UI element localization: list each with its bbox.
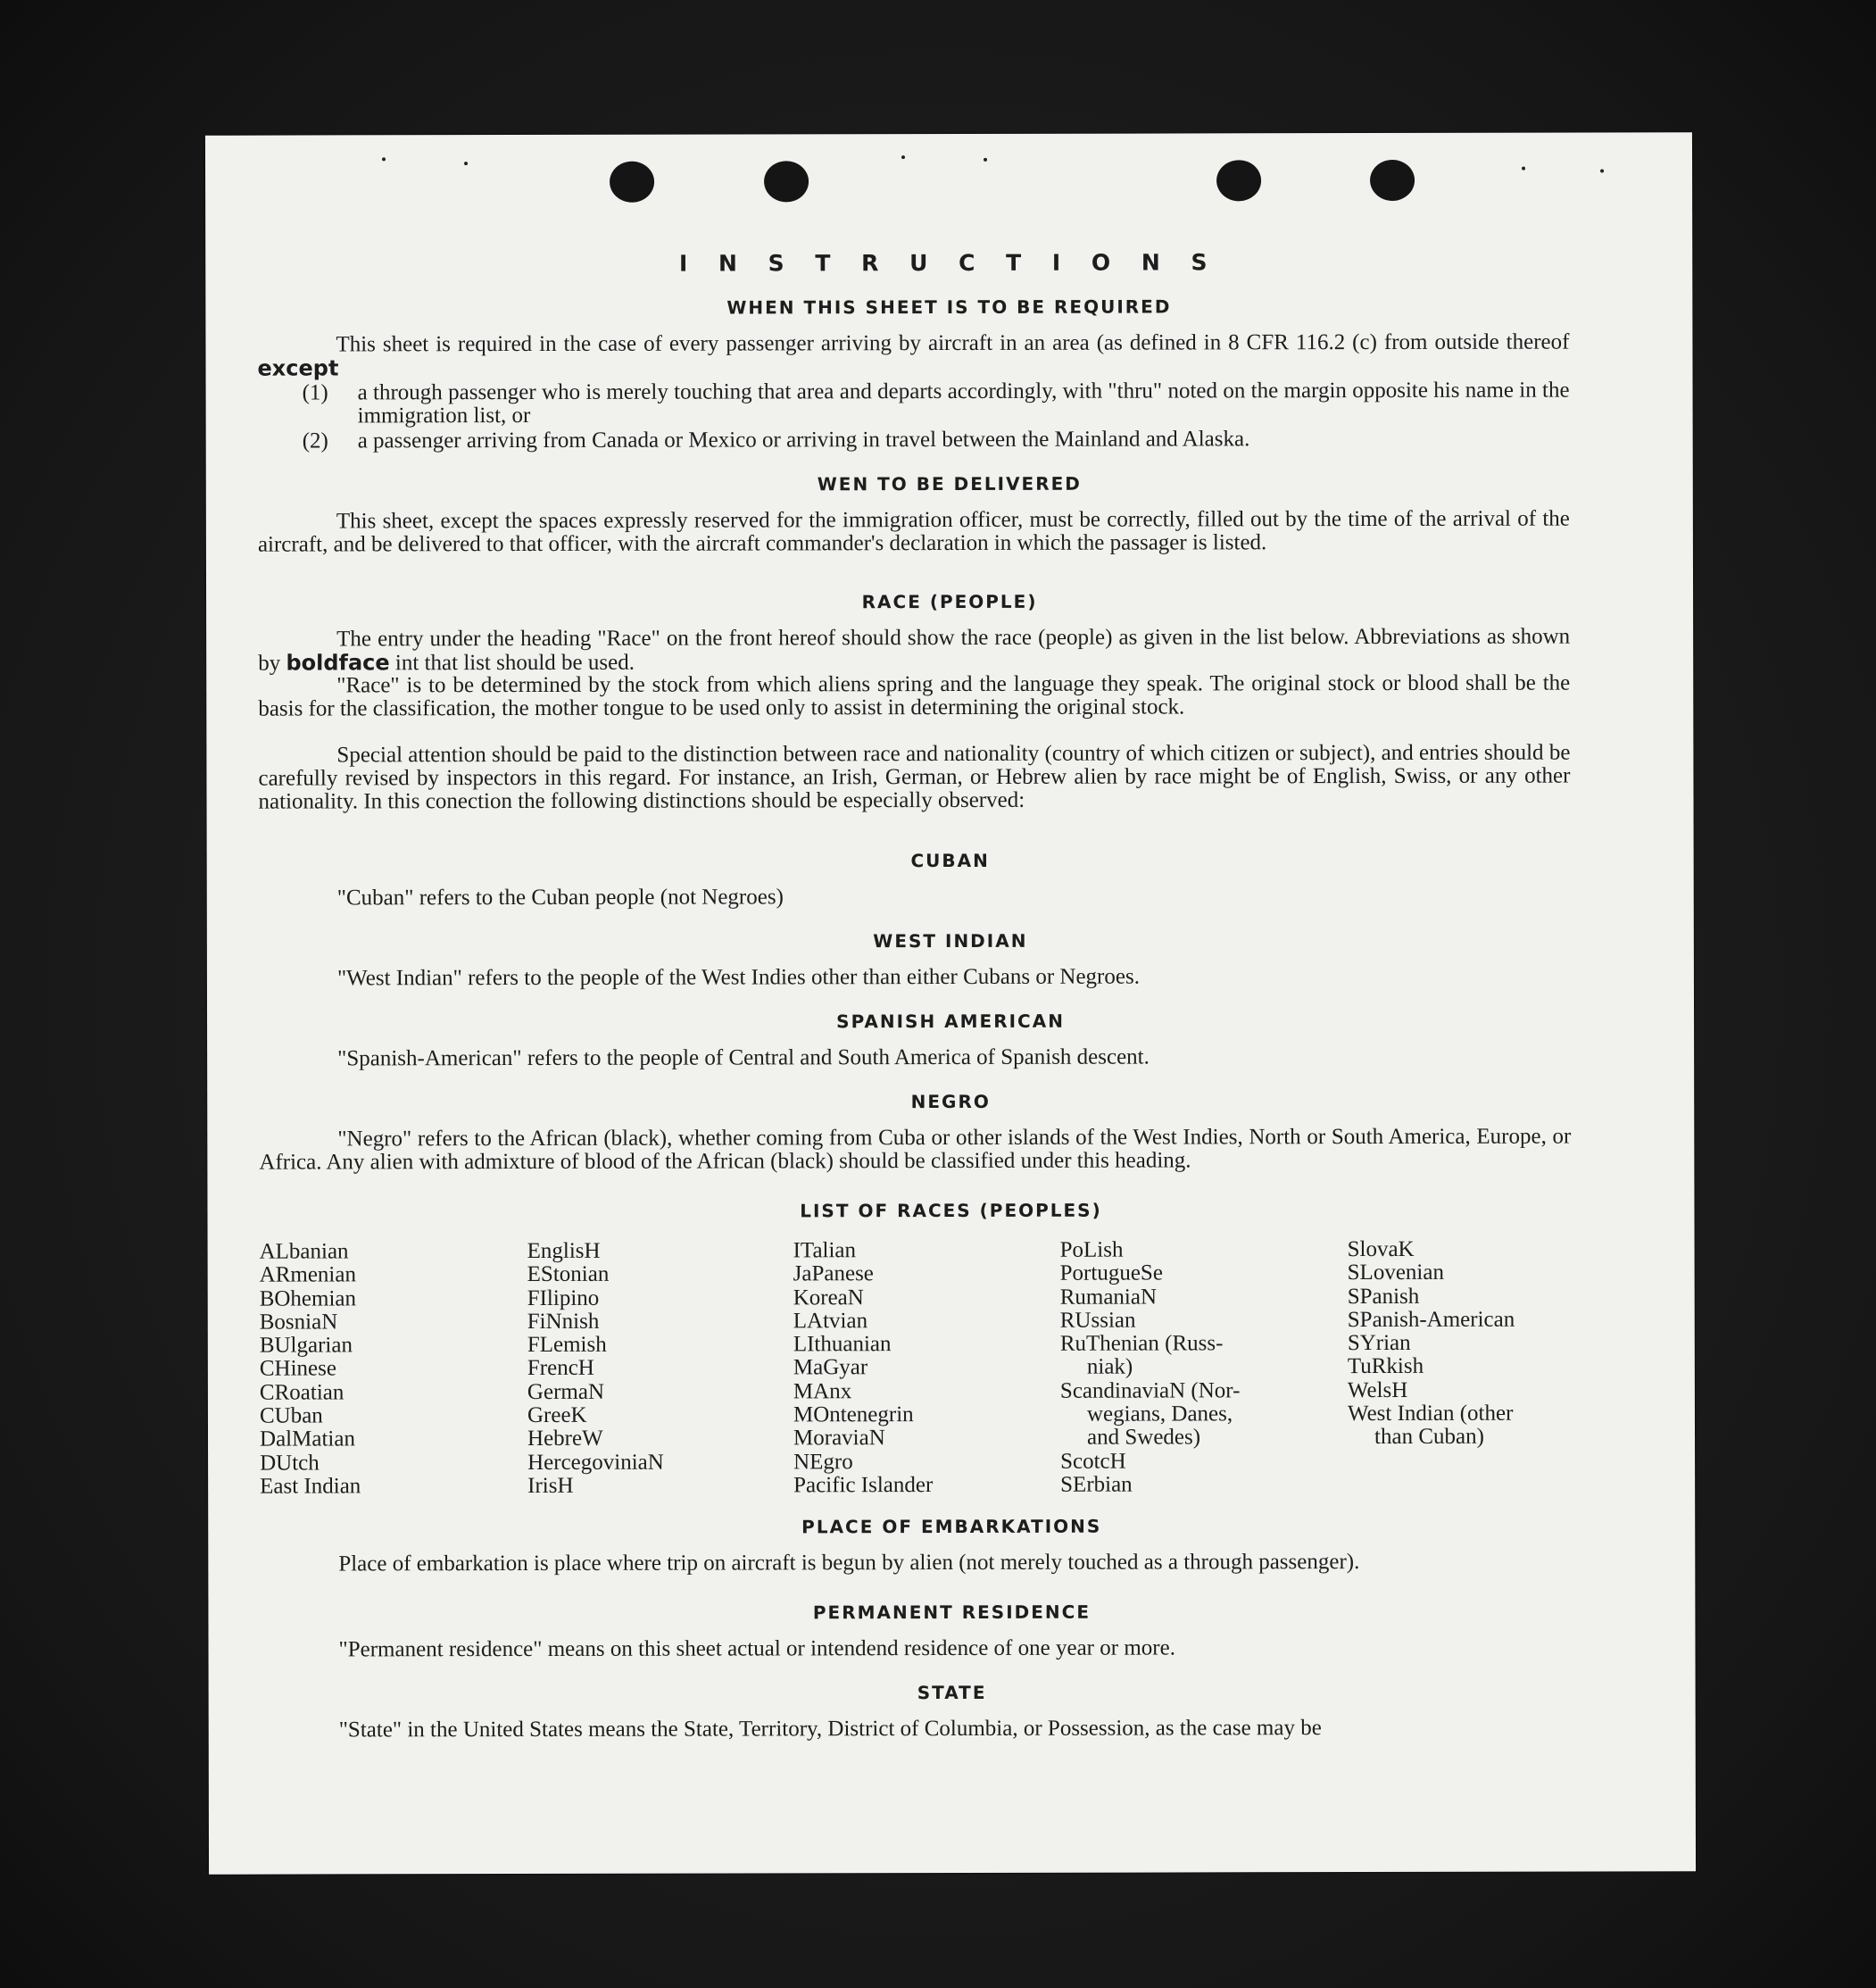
race-entry: ITalian bbox=[793, 1238, 857, 1263]
race-entry-continuation: than Cuban) bbox=[1374, 1425, 1484, 1450]
paragraph-state: "State" in the United States means the State, Territory, District of Columbia, or Possession, as the case may be bbox=[338, 1716, 1322, 1743]
race-entry: PortugueSe bbox=[1059, 1260, 1163, 1286]
race-entry: HebreW bbox=[527, 1427, 603, 1451]
race-entry-continuation: niak) bbox=[1086, 1355, 1133, 1380]
race-entry: MaGyar bbox=[793, 1355, 868, 1380]
race-entry: West Indian (other bbox=[1347, 1401, 1514, 1427]
race-entry: RumaniaN bbox=[1059, 1285, 1158, 1310]
punch-hole bbox=[610, 162, 654, 203]
except-bold: except bbox=[257, 355, 339, 381]
paragraph-race-2: "Race" is to be determined by the stock from which aliens spring and the language they speak. The original stock or blood shall be the basis for the classification, the mother tongue to be used only to assist in determining the original stock. bbox=[258, 670, 1571, 721]
exception-item-1 bbox=[302, 378, 1570, 428]
page-title: I N S T R U C T I O N S bbox=[678, 249, 1219, 277]
race-entry: FLemish bbox=[527, 1332, 607, 1358]
race-entry: SErbian bbox=[1060, 1472, 1133, 1497]
scan-speck bbox=[1522, 167, 1525, 171]
heading-place-of-embarkation: PLACE OF EMBARKATIONS bbox=[801, 1515, 1102, 1538]
race-entry: ScandinaviaN (Nor- bbox=[1059, 1378, 1241, 1403]
paragraph-negro: "Negro" refers to the African (black), whether coming from Cuba or other islands of the West Indies, North or South America, Europe, or Africa. Any alien with admixture of blood of the African (black) should be classified under this heading. bbox=[259, 1124, 1572, 1175]
scan-speck bbox=[984, 158, 987, 162]
paragraph-race-3: Special attention should be paid to the distinction between race and nationality (country of which citizen or subject), and entries should be carefully revised by inspectors in this regard. For instance, an Irish, German, or Hebrew alien by race might be of English, Swiss, or any other nationality. In this conection the following distinctions should be especially observed: bbox=[258, 740, 1571, 814]
paragraph-residence: "Permanent residence" means on this sheet actual or intendend residence of one year or more. bbox=[338, 1635, 1175, 1662]
paragraph-west-indian: "West Indian" refers to the people of the West Indies other than either Cubans or Negroes. bbox=[336, 964, 1140, 991]
race-p1-text-end: int that list should be used. bbox=[394, 650, 635, 676]
race-entry: JaPanese bbox=[793, 1261, 874, 1286]
race-entry: RuThenian (Russ- bbox=[1059, 1331, 1224, 1356]
scan-speck bbox=[901, 155, 905, 159]
heading-cuban: CUBAN bbox=[910, 849, 990, 872]
race-entry: LAtvian bbox=[793, 1309, 868, 1334]
race-entry: CRoatian bbox=[259, 1380, 344, 1405]
races-column-4 bbox=[1060, 1238, 1241, 1497]
item-number: (1) bbox=[302, 380, 328, 405]
race-entry: MAnx bbox=[793, 1379, 852, 1404]
race-entry: RUssian bbox=[1059, 1308, 1136, 1333]
heading-when-required: WHEN THIS SHEET IS TO BE REQUIRED bbox=[726, 295, 1172, 319]
race-entry: EStonian bbox=[527, 1262, 610, 1287]
race-entry: TuRkish bbox=[1347, 1354, 1424, 1379]
paragraph-required-intro bbox=[257, 331, 1569, 381]
heading-permanent-residence: PERMANENT RESIDENCE bbox=[812, 1601, 1091, 1624]
race-entry: BUlgarian bbox=[259, 1333, 353, 1358]
race-entry: FrencH bbox=[527, 1356, 594, 1381]
instruction-sheet bbox=[205, 132, 1696, 1874]
race-entry: SlovaK bbox=[1347, 1236, 1415, 1262]
race-entry: DalMatian bbox=[259, 1427, 355, 1451]
heading-race: RACE (PEOPLE) bbox=[861, 590, 1038, 613]
scan-speck bbox=[1600, 169, 1604, 172]
item-text: a through passenger who is merely touching that area and departs accordingly, with "thru" noted on the margin opposite his name in the immigration list, or bbox=[357, 378, 1570, 428]
race-entry: EnglisH bbox=[527, 1238, 601, 1263]
heading-west-indian: WEST INDIAN bbox=[873, 929, 1028, 952]
punch-hole bbox=[1216, 160, 1261, 201]
exception-item-2 bbox=[302, 427, 1570, 453]
scan-speck bbox=[464, 162, 468, 165]
race-entry: BOhemian bbox=[259, 1285, 357, 1311]
race-entry: KoreaN bbox=[793, 1285, 864, 1310]
races-column-3 bbox=[793, 1239, 934, 1498]
race-entry: CHinese bbox=[259, 1356, 336, 1382]
paragraph-embarkation: Place of embarkation is place where trip on aircraft is begun by alien (not merely touched as a through passenger). bbox=[338, 1550, 1360, 1576]
boldface-word: boldface bbox=[286, 650, 390, 676]
required-intro-text: This sheet is required in the case of every passenger arriving by aircraft in an area (as defined in 8 CFR 116.2 (c) from outside thereof bbox=[336, 329, 1570, 357]
race-entry: SPanish-American bbox=[1347, 1307, 1515, 1332]
item-text: a passenger arriving from Canada or Mexico or arriving in travel between the Mainland and Alaska. bbox=[357, 427, 1250, 453]
heading-spanish-american: SPANISH AMERICAN bbox=[836, 1010, 1065, 1033]
race-entry: IrisH bbox=[527, 1473, 574, 1498]
race-p1-text: The entry under the heading "Race" on the front hereof should show the race (people) as given in the list below. Abbreviations as shown by bbox=[258, 624, 1571, 676]
race-entry: FiNnish bbox=[527, 1309, 600, 1334]
race-entry: MOntenegrin bbox=[793, 1402, 914, 1427]
race-entry: FIlipino bbox=[527, 1285, 600, 1310]
punch-hole bbox=[764, 161, 809, 202]
race-entry: ALbanian bbox=[259, 1239, 349, 1264]
race-entry: SLovenian bbox=[1347, 1260, 1444, 1285]
races-column-5 bbox=[1348, 1238, 1515, 1450]
paragraph-race-1 bbox=[258, 626, 1570, 676]
race-entry: East Indian bbox=[260, 1474, 361, 1499]
race-entry: SPanish bbox=[1347, 1284, 1420, 1309]
race-entry: ScotcH bbox=[1060, 1449, 1126, 1474]
race-entry: HercegoviniaN bbox=[527, 1450, 664, 1475]
race-entry: DUtch bbox=[260, 1451, 320, 1476]
race-entry: ARmenian bbox=[259, 1262, 356, 1287]
race-entry: WelsH bbox=[1347, 1377, 1408, 1402]
race-entry: Pacific Islander bbox=[793, 1473, 934, 1498]
race-entry: GermaN bbox=[527, 1379, 605, 1404]
race-entry: NEgro bbox=[793, 1449, 853, 1475]
race-entry: PoLish bbox=[1059, 1237, 1124, 1262]
item-number: (2) bbox=[302, 428, 328, 453]
race-entry: BosniaN bbox=[259, 1310, 338, 1335]
races-column-1 bbox=[260, 1240, 361, 1499]
race-entry-continuation: wegians, Danes, bbox=[1086, 1402, 1233, 1427]
races-column-2 bbox=[527, 1240, 664, 1499]
race-entry: MoraviaN bbox=[793, 1426, 885, 1451]
heading-negro: NEGRO bbox=[910, 1090, 991, 1113]
paragraph-spanish-american: "Spanish-American" refers to the people of Central and South America of Spanish descent. bbox=[337, 1044, 1150, 1071]
heading-when-delivered: WEN TO BE DELIVERED bbox=[817, 472, 1082, 495]
race-entry: SYrian bbox=[1347, 1331, 1411, 1356]
punch-hole bbox=[1370, 160, 1415, 201]
race-entry: GreeK bbox=[527, 1402, 587, 1428]
paragraph-cuban: "Cuban" refers to the Cuban people (not Negroes) bbox=[336, 885, 784, 911]
race-entry: CUban bbox=[259, 1403, 323, 1428]
heading-list-of-races: LIST OF RACES (PEOPLES) bbox=[800, 1199, 1102, 1222]
heading-state: STATE bbox=[917, 1681, 987, 1704]
race-entry: LIthuanian bbox=[793, 1332, 892, 1357]
scan-speck bbox=[382, 157, 386, 161]
paragraph-delivered: This sheet, except the spaces expressly reserved for the immigration officer, must be correctly, filled out by the time of the arrival of the aircraft, and be delivered to that officer, with the aircraft commander's declaration in which the passager is listed. bbox=[257, 506, 1570, 557]
race-entry-continuation: and Swedes) bbox=[1086, 1425, 1201, 1451]
